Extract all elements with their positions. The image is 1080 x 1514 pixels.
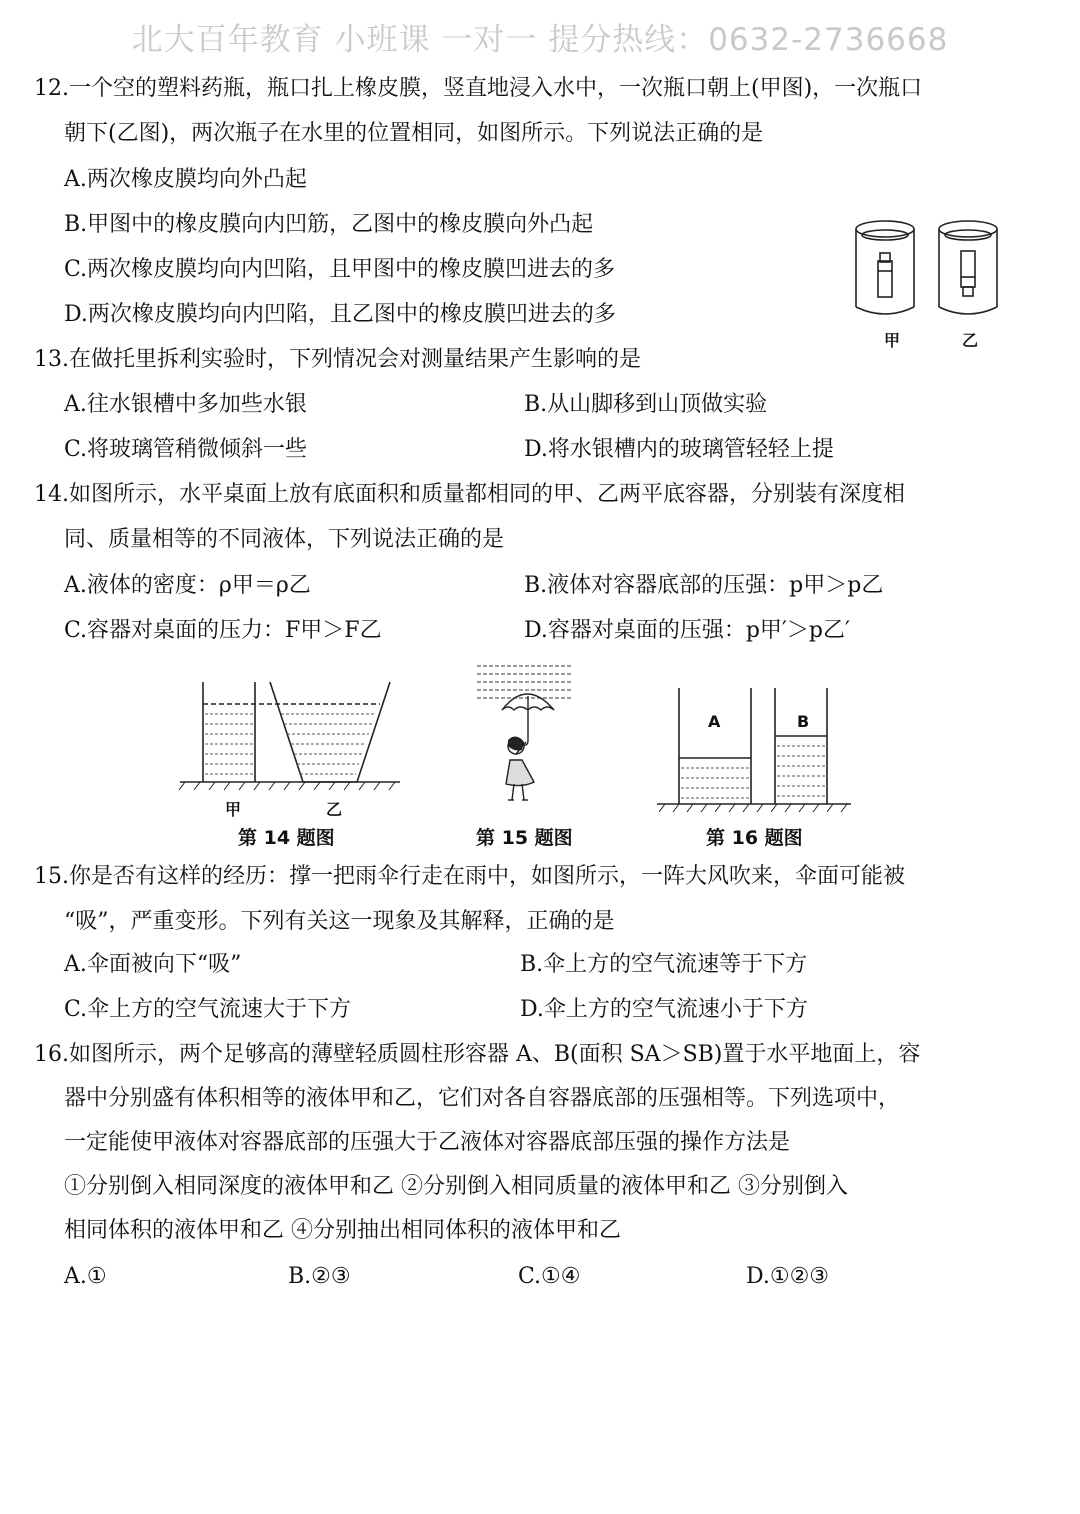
q14-option-d: D.容器对桌面的压强：p甲′＞p乙′ — [524, 618, 851, 643]
q16-stem-line3: 一定能使甲液体对容器底部的压强大于乙液体对容器底部压强的操作方法是 — [64, 1130, 791, 1155]
q16-stem-line5: 相同体积的液体甲和乙 ④分别抽出相同体积的液体甲和乙 — [64, 1218, 621, 1243]
q14-option-a: A.液体的密度：ρ甲＝ρ乙 — [64, 573, 311, 598]
fig16-containers — [655, 684, 855, 814]
q12-option-b: B.甲图中的橡皮膜向内凹筋，乙图中的橡皮膜向外凸起 — [64, 212, 594, 237]
q15-stem-line2: “吸”，严重变形。下列有关这一现象及其解释，正确的是 — [64, 909, 615, 934]
q13-option-a: A.往水银槽中多加些水银 — [64, 392, 307, 417]
fig16-caption: 第 16 题图 — [706, 827, 803, 849]
fig14-label-right: 乙 — [326, 800, 343, 819]
q12-figure — [850, 215, 1010, 325]
q16-option-b: B.②③ — [288, 1264, 351, 1289]
fig15-umbrella-girl — [472, 660, 582, 810]
fig16-label-b: B — [797, 712, 810, 731]
q16-option-d: D.①②③ — [746, 1264, 830, 1289]
q13-option-b: B.从山脚移到山顶做实验 — [524, 392, 768, 417]
q12-fig-label-left: 甲 — [884, 331, 901, 350]
q14-stem-line1: 14.如图所示，水平桌面上放有底面积和质量都相同的甲、乙两平底容器，分别装有深度相 — [34, 482, 905, 507]
q15-option-b: B.伞上方的空气流速等于下方 — [520, 952, 808, 977]
q12-stem-line2: 朝下(乙图)，两次瓶子在水里的位置相同，如图所示。下列说法正确的是 — [64, 121, 764, 146]
q12-option-c: C.两次橡皮膜均向内凹陷，且甲图中的橡皮膜凹进去的多 — [64, 257, 616, 282]
fig16-label-a: A — [708, 712, 721, 731]
watermark: 北大百年教育 小班课 一对一 提分热线：0632-2736668 — [131, 22, 949, 58]
q15-option-c: C.伞上方的空气流速大于下方 — [64, 997, 352, 1022]
q14-stem-line2: 同、质量相等的不同液体，下列说法正确的是 — [64, 527, 505, 552]
q14-option-b: B.液体对容器底部的压强：p甲＞p乙 — [524, 573, 884, 598]
q12-option-d: D.两次橡皮膜均向内凹陷，且乙图中的橡皮膜凹进去的多 — [64, 302, 616, 327]
q14-option-c: C.容器对桌面的压力：F甲＞F乙 — [64, 618, 382, 643]
q16-stem-line2: 器中分别盛有体积相等的液体甲和乙，它们对各自容器底部的压强相等。下列选项中， — [64, 1086, 901, 1111]
q16-option-a: A.① — [64, 1264, 107, 1289]
q13-option-d: D.将水银槽内的玻璃管轻轻上提 — [524, 437, 834, 462]
q15-option-d: D.伞上方的空气流速小于下方 — [520, 997, 808, 1022]
fig14-label-left: 甲 — [225, 800, 242, 819]
q16-stem-line1: 16.如图所示，两个足够高的薄壁轻质圆柱形容器 A、B(面积 SA＞SB)置于水平地面上，容 — [34, 1042, 921, 1067]
q15-stem-line1: 15.你是否有这样的经历：撑一把雨伞行走在雨中，如图所示，一阵大风吹来，伞面可能被 — [34, 864, 905, 889]
q16-option-c: C.①④ — [518, 1264, 581, 1289]
q16-stem-line4: ①分别倒入相同深度的液体甲和乙 ②分别倒入相同质量的液体甲和乙 ③分别倒入 — [64, 1174, 848, 1199]
fig14-caption: 第 14 题图 — [238, 827, 335, 849]
q12-fig-label-right: 乙 — [962, 331, 979, 350]
q12-option-a: A.两次橡皮膜均向外凸起 — [64, 167, 307, 192]
q15-option-a: A.伞面被向下“吸” — [64, 952, 242, 977]
fig14-containers — [175, 672, 405, 797]
q13-stem: 13.在做托里拆利实验时，下列情况会对测量结果产生影响的是 — [34, 347, 641, 372]
q12-stem-line1: 12.一个空的塑料药瓶，瓶口扎上橡皮膜，竖直地浸入水中，一次瓶口朝上(甲图)，一次瓶口 — [34, 76, 923, 101]
fig15-caption: 第 15 题图 — [476, 827, 573, 849]
q13-option-c: C.将玻璃管稍微倾斜一些 — [64, 437, 308, 462]
